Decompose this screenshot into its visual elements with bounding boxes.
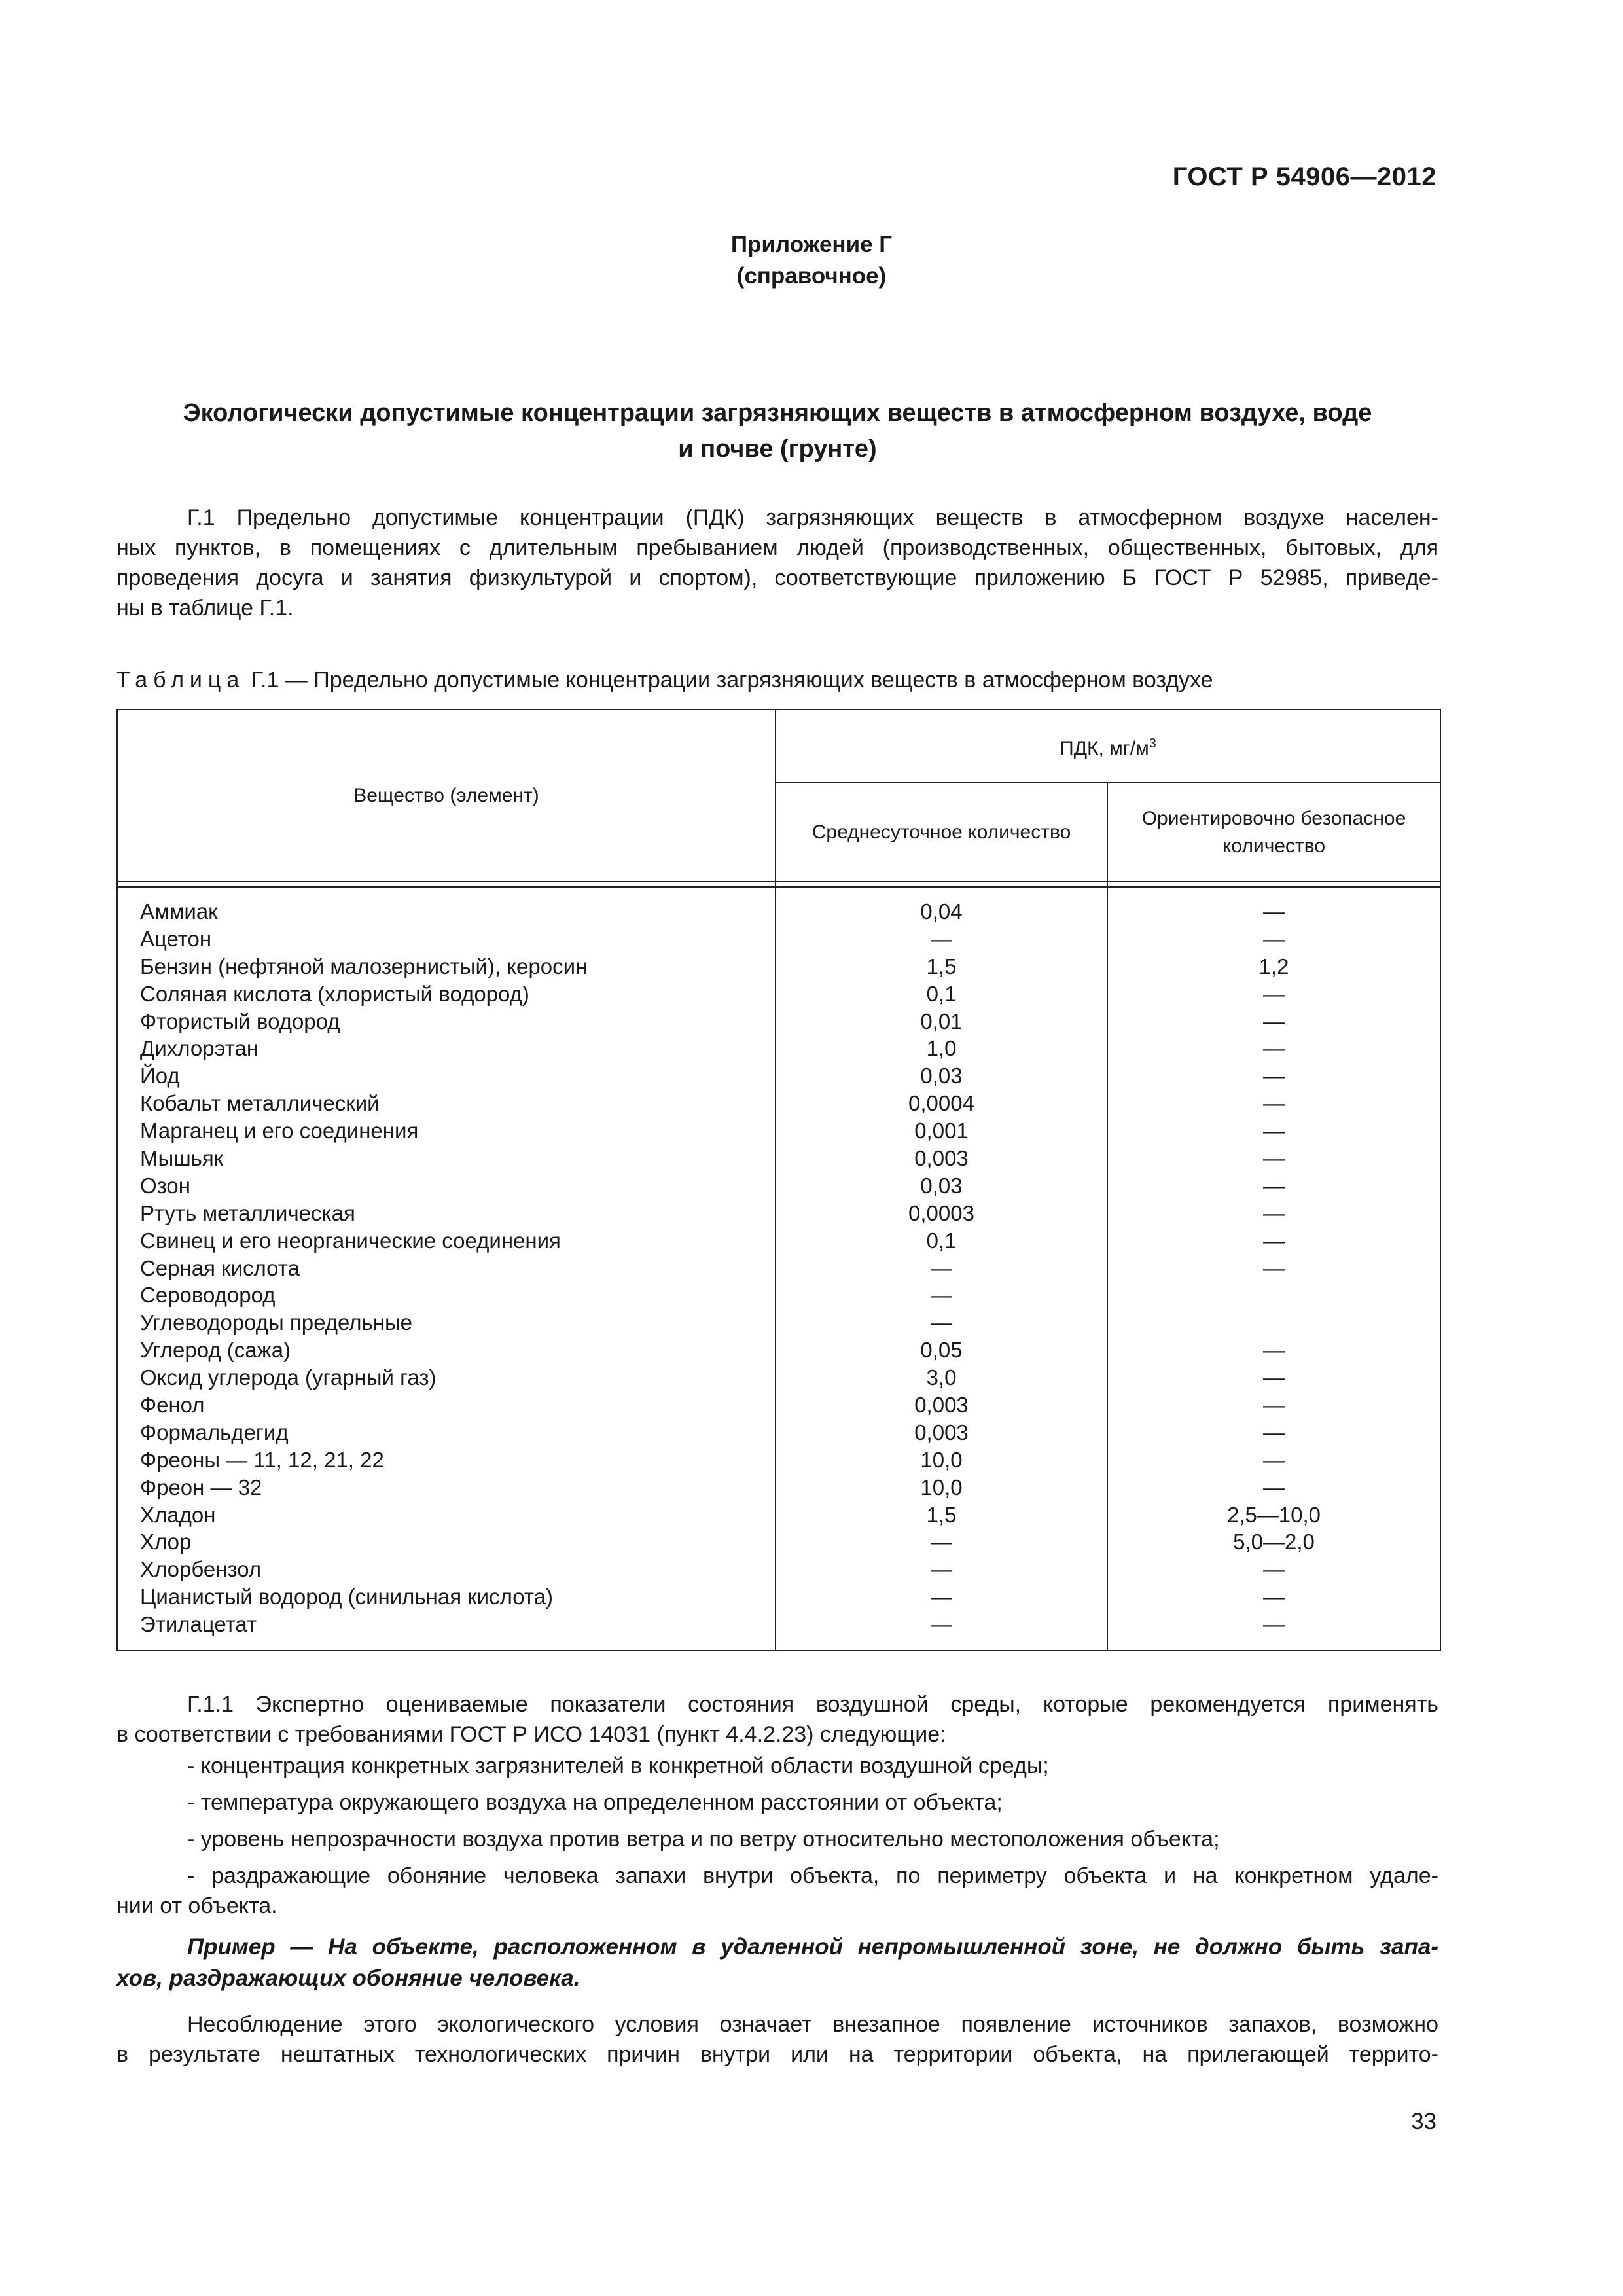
- list-item-continuation: нии от объекта.: [116, 1893, 277, 1918]
- safe-cell: —: [1263, 899, 1285, 924]
- header-safe: Ориентировочно безопасное количество: [1107, 783, 1440, 882]
- substance-cell: Хлорбензол: [140, 1557, 262, 1582]
- safe-cell: —: [1263, 1475, 1285, 1499]
- daily-cell: —: [931, 1612, 952, 1637]
- substance-cell: Углерод (сажа): [140, 1338, 291, 1363]
- safe-cell: —: [1263, 1146, 1285, 1171]
- safe-cell: —: [1263, 1557, 1285, 1582]
- safe-cell: [1108, 1282, 1440, 1309]
- g11-bullet-list: [116, 1751, 1438, 1921]
- table-caption: [116, 665, 1213, 695]
- daily-cell: —: [931, 1557, 952, 1582]
- safe-column: [1107, 887, 1440, 1651]
- daily-column: [776, 887, 1107, 1651]
- substance-cell: Хлор: [140, 1530, 192, 1554]
- safe-cell: —: [1263, 1338, 1285, 1363]
- safe-cell: —: [1263, 981, 1285, 1006]
- substance-cell: Серная кислота: [140, 1255, 300, 1280]
- safe-cell: —: [1263, 1585, 1285, 1609]
- substance-cell: Фтористый водород: [140, 1009, 340, 1033]
- substance-cell: Бензин (нефтяной малозернистый), керосин: [140, 954, 588, 978]
- paragraph-line: проведения досуга и занятия физкультурой и спортом), соответствующие приложению Б ГОСТ Р 52985, приведе-: [116, 565, 1438, 590]
- daily-cell: —: [931, 1530, 952, 1554]
- substance-cell: Этилацетат: [140, 1612, 257, 1637]
- daily-cell: 0,05: [920, 1338, 963, 1363]
- safe-cell: —: [1263, 1119, 1285, 1143]
- substance-cell: Фенол: [140, 1393, 205, 1418]
- daily-cell: 0,0004: [908, 1091, 974, 1116]
- daily-cell: 3,0: [926, 1365, 957, 1390]
- daily-cell: —: [931, 1310, 952, 1335]
- substance-cell: Марганец и его соединения: [140, 1119, 419, 1143]
- safe-cell: 5,0—2,0: [1233, 1530, 1315, 1554]
- substance-cell: Мышьяк: [140, 1146, 224, 1171]
- example-line: Пример — На объекте, расположенном в удаленной непромышленной зоне, не должно быть запа-: [187, 1934, 1438, 1960]
- paragraph-line: Г.1.1 Экспертно оцениваемые показатели состояния воздушной среды, которые рекомендуется применять: [187, 1692, 1438, 1717]
- substance-cell: Формальдегид: [140, 1420, 289, 1444]
- paragraph-line: ных пунктов, в помещениях с длительным пребыванием людей (производственных, общественных, бытовых, для: [116, 535, 1438, 560]
- daily-cell: —: [931, 1283, 952, 1308]
- appendix-subtitle: (справочное): [736, 263, 887, 289]
- safe-cell: —: [1263, 1228, 1285, 1253]
- appendix-title: Приложение Г: [730, 232, 893, 257]
- substance-cell: Аммиак: [140, 899, 218, 924]
- daily-cell: 0,001: [914, 1119, 969, 1143]
- daily-cell: 0,03: [920, 1173, 963, 1198]
- daily-cell: 0,1: [926, 981, 957, 1006]
- paragraph-line: ны в таблице Г.1.: [116, 596, 294, 620]
- substance-cell: Оксид углерода (угарный газ): [140, 1365, 437, 1390]
- header-pdk-label: ПДК, мг/м: [1060, 738, 1149, 759]
- daily-cell: —: [931, 926, 952, 951]
- daily-cell: 1,5: [926, 1502, 957, 1527]
- list-item: - уровень непрозрачности воздуха против ветра и по ветру относительно местоположения объекта;: [187, 1827, 1220, 1852]
- substance-cell: Фреоны — 11, 12, 21, 22: [140, 1447, 384, 1472]
- safe-cell: —: [1263, 1036, 1285, 1061]
- safe-cell: —: [1263, 1255, 1285, 1280]
- header-daily: Среднесуточное количество: [776, 783, 1107, 882]
- table-caption-text: Г.1 — Предельно допустимые концентрации загрязняющих веществ в атмосферном воздухе: [251, 668, 1213, 692]
- safe-cell: —: [1263, 1173, 1285, 1198]
- substance-cell: Сероводород: [140, 1283, 276, 1308]
- header-substance: Вещество (элемент): [117, 709, 776, 882]
- safe-cell: —: [1263, 1393, 1285, 1418]
- safe-cell: 1,2: [1258, 954, 1289, 978]
- substance-cell: Фреон — 32: [140, 1475, 262, 1499]
- daily-cell: 0,003: [914, 1420, 969, 1444]
- daily-cell: 1,0: [926, 1036, 957, 1061]
- safe-cell: —: [1263, 1420, 1285, 1444]
- daily-cell: 0,03: [920, 1064, 963, 1088]
- substance-cell: Ацетон: [140, 926, 212, 951]
- section-title: [116, 395, 1438, 467]
- paragraph-line: Г.1 Предельно допустимые концентрации (ПДК) загрязняющих веществ в атмосферном воздухе населен-: [187, 505, 1438, 530]
- daily-cell: 10,0: [920, 1447, 963, 1472]
- safe-cell: —: [1263, 1447, 1285, 1472]
- paragraph-line: в соответствии с требованиями ГОСТ Р ИСО 14031 (пункт 4.4.2.23) следующие:: [116, 1722, 946, 1747]
- substance-cell: Озон: [140, 1173, 191, 1198]
- safe-cell: —: [1263, 1064, 1285, 1088]
- daily-cell: 0,0003: [908, 1200, 974, 1225]
- daily-cell: 0,04: [920, 899, 963, 924]
- appendix-heading: [0, 229, 1623, 292]
- example-line: хов, раздражающих обоняние человека.: [116, 1965, 580, 1991]
- intro-paragraph: [116, 503, 1438, 623]
- safe-cell: —: [1263, 1009, 1285, 1033]
- substance-column: [117, 887, 776, 1651]
- substance-cell: Ртуть металлическая: [140, 1200, 355, 1225]
- daily-cell: 10,0: [920, 1475, 963, 1499]
- substance-cell: Углеводороды предельные: [140, 1310, 413, 1335]
- daily-cell: 0,01: [920, 1009, 963, 1033]
- daily-cell: 0,1: [926, 1228, 957, 1253]
- table-caption-label: Таблица: [116, 668, 245, 692]
- substance-cell: Йод: [140, 1064, 180, 1088]
- daily-cell: —: [931, 1255, 952, 1280]
- section-title-line: Экологически допустимые концентрации загрязняющих веществ в атмосферном воздухе, воде: [183, 399, 1372, 427]
- paragraph-line: Несоблюдение этого экологического условия означает внезапное появление источников запахов, возможно: [187, 2012, 1438, 2037]
- daily-cell: 0,003: [914, 1146, 969, 1171]
- list-item: - концентрация конкретных загрязнителей в конкретной области воздушной среды;: [187, 1753, 1049, 1778]
- daily-cell: 1,5: [926, 954, 957, 978]
- safe-cell: —: [1263, 1612, 1285, 1637]
- substance-cell: Цианистый водород (синильная кислота): [140, 1585, 553, 1609]
- substance-cell: Кобальт металлический: [140, 1091, 380, 1116]
- substance-cell: Хладон: [140, 1502, 216, 1527]
- safe-cell: —: [1263, 926, 1285, 951]
- header-pdk: [776, 709, 1440, 783]
- safe-cell: —: [1263, 1365, 1285, 1390]
- safe-cell: —: [1263, 1200, 1285, 1225]
- paragraph-line: в результате нештатных технологических причин внутри или на территории объекта, на прилегающей террито-: [116, 2042, 1438, 2067]
- list-item: - температура окружающего воздуха на определенном расстоянии от объекта;: [187, 1790, 1003, 1815]
- section-title-line: и почве (грунте): [678, 435, 877, 463]
- safe-cell: [1108, 1309, 1440, 1336]
- list-item: - раздражающие обоняние человека запахи внутри объекта, по периметру объекта и на конкретном удале-: [187, 1863, 1438, 1888]
- closing-paragraph: [116, 2009, 1438, 2070]
- standard-id: ГОСТ Р 54906—2012: [1172, 162, 1436, 191]
- page-number: 33: [1411, 2109, 1436, 2134]
- example-note: [116, 1931, 1438, 1994]
- daily-cell: —: [931, 1585, 952, 1609]
- substance-cell: Соляная кислота (хлористый водород): [140, 981, 529, 1006]
- safe-cell: —: [1263, 1091, 1285, 1116]
- daily-cell: 0,003: [914, 1393, 969, 1418]
- substance-cell: Дихлорэтан: [140, 1036, 259, 1061]
- safe-cell: 2,5—10,0: [1226, 1502, 1321, 1527]
- pdk-table: [116, 709, 1441, 1651]
- header-pdk-superscript: 3: [1149, 736, 1156, 751]
- g11-paragraph: [116, 1689, 1438, 1749]
- substance-cell: Свинец и его неорганические соединения: [140, 1228, 561, 1253]
